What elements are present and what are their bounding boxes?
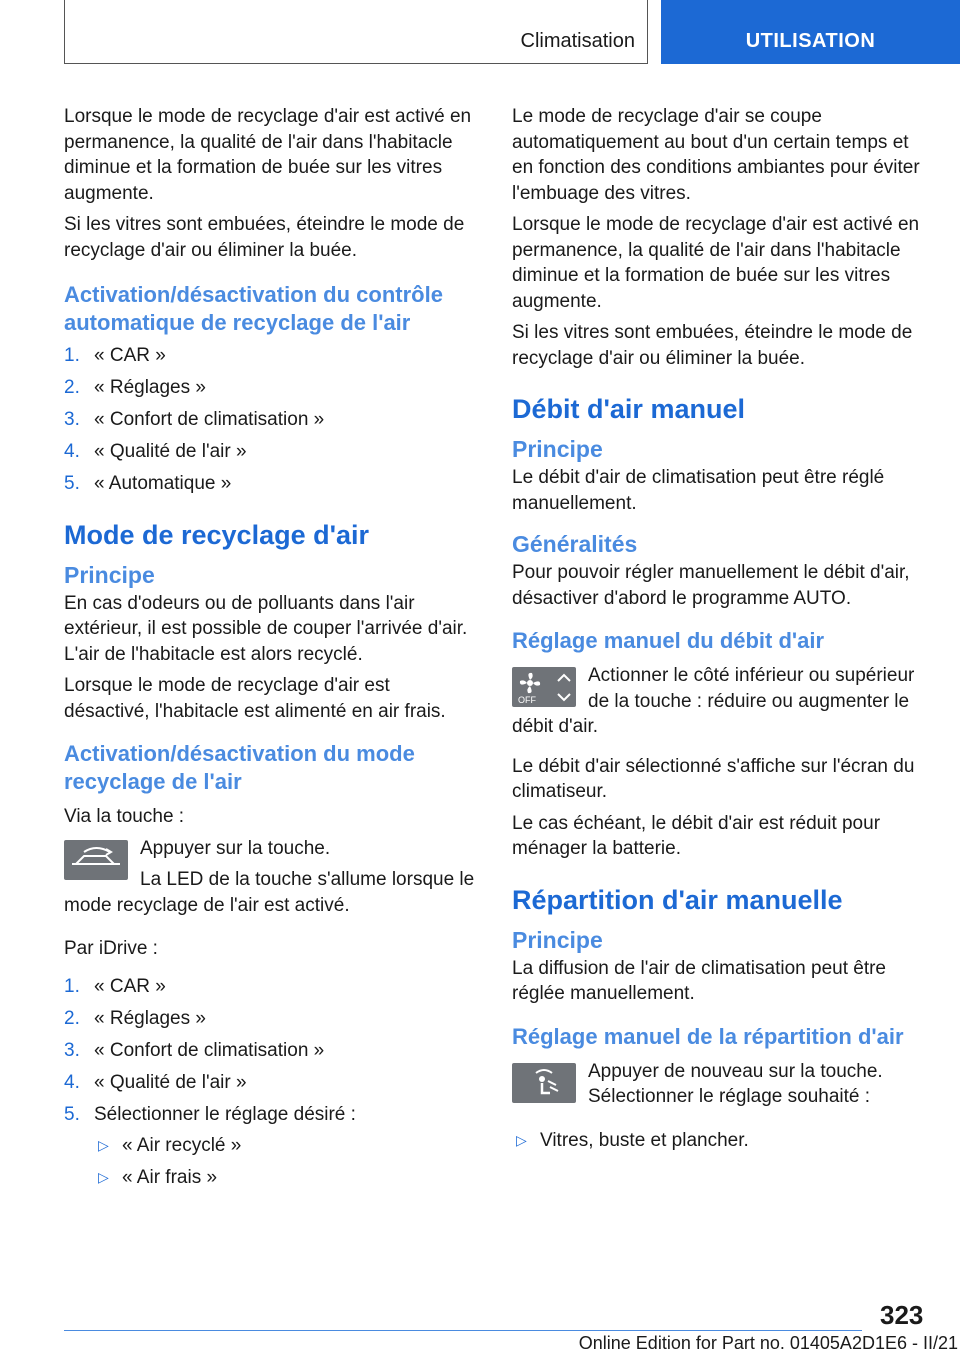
svg-text:OFF: OFF [518, 695, 536, 705]
button-instruction [512, 663, 928, 740]
paragraph: Si les vitres sont embuées, éteindre le mode de recyclage d'air ou éliminer la buée. [512, 322, 913, 369]
bullet-list [512, 1128, 928, 1154]
paragraph: Pour pouvoir régler manuellement le débit d'air, désactiver d'abord le programme AUTO. [512, 562, 910, 609]
paragraph: En cas d'odeurs ou de polluants dans l'air extérieur, il est possible de couper l'arrivée d'air. L'air de l'habitacle est alors recyclé. [64, 592, 468, 665]
list-item: 5. « Automatique » [64, 473, 232, 494]
air-distribution-icon [512, 1063, 576, 1103]
button-instruction [64, 836, 480, 919]
paragraph: Appuyer de nouveau sur la touche. Sélectionner le réglage souhaité : [588, 1060, 883, 1107]
sub-list [94, 1133, 480, 1191]
paragraph: Via la touche : [64, 806, 185, 827]
heading-manual-air-distribution: Répartition d'air manuelle [512, 884, 843, 915]
air-recirculation-icon [64, 840, 128, 880]
paragraph: Si les vitres sont embuées, éteindre le mode de recyclage d'air ou éliminer la buée. [64, 214, 465, 261]
page-number: 323 [880, 1300, 924, 1330]
paragraph: Appuyer sur la touche. [140, 837, 331, 859]
paragraph: Le cas échéant, le débit d'air est réduit pour ménager la batterie. [512, 812, 881, 859]
paragraph: Lorsque le mode de recyclage d'air est activé en permanence, la qualité de l'air dans l'habitacle diminue et la formation de buée sur les vitres augmente. [64, 106, 472, 204]
fan-off-icon [512, 667, 576, 707]
header-section-box [64, 0, 648, 64]
list-item: ▷ Vitres, buste et plancher. [516, 1129, 749, 1151]
list-item: 4. « Qualité de l'air » [64, 1071, 247, 1093]
list-item: 2. « Réglages » [64, 1007, 206, 1029]
paragraph: Le débit d'air sélectionné s'affiche sur l'écran du climatiseur. [512, 755, 915, 802]
right-column [512, 104, 928, 1160]
section-title: Climatisation [520, 30, 635, 52]
list-item: 1. « CAR » [64, 975, 166, 997]
heading-manual-distribution-setting: Réglage manuel de la répartition d'air [512, 1023, 904, 1049]
heading-auto-recirculation: Activation/désactivation du contrôle automatique de recyclage de l'air [64, 282, 443, 335]
chapter-tab-label: UTILISATION [745, 30, 876, 52]
list-item: 3. « Confort de climatisation » [64, 1039, 325, 1061]
left-column [64, 104, 480, 1197]
chapter-tab [661, 0, 960, 64]
button-instruction [512, 1059, 928, 1110]
heading-generalites: Généralités [512, 531, 638, 557]
paragraph: La diffusion de l'air de climatisation peut être réglée manuellement. [512, 957, 886, 1004]
list-item: 4. « Qualité de l'air » [64, 441, 247, 462]
list-item: 1. « CAR » [64, 345, 166, 366]
paragraph: Lorsque le mode de recyclage d'air est désactivé, l'habitacle est alimenté en air frais. [64, 675, 446, 722]
heading-activation-recirculation: Activation/désactivation du mode recyclage de l'air [64, 741, 415, 794]
heading-principe: Principe [64, 561, 155, 588]
list-item: 2. « Réglages » [64, 377, 206, 398]
footer-divider [64, 1330, 862, 1331]
paragraph: Par iDrive : [64, 938, 158, 959]
heading-principe: Principe [512, 436, 603, 462]
sub-list-item: ▷ « Air frais » [98, 1167, 218, 1188]
sub-list-item: ▷ « Air recyclé » [98, 1135, 242, 1156]
heading-principe: Principe [512, 926, 603, 953]
paragraph: La LED de la touche s'allume lorsque le mode recyclage de l'air est activé. [64, 869, 475, 916]
footer-edition: Online Edition for Part no. 01405A2D1E6 - II/21 [578, 1333, 958, 1353]
list-item: 5. Sélectionner le réglage désiré : ▷ « Air recyclé » ▷ « Air frais » [64, 1102, 480, 1191]
numbered-list-idrive [64, 974, 480, 1191]
heading-manual-airflow: Débit d'air manuel [512, 394, 745, 424]
heading-manual-airflow-setting: Réglage manuel du débit d'air [512, 628, 825, 653]
paragraph: Lorsque le mode de recyclage d'air est activé en permanence, la qualité de l'air dans l'habitacle diminue et la formation de buée sur les vitres augmente. [512, 214, 920, 312]
heading-recirculation-mode: Mode de recyclage d'air [64, 519, 370, 550]
paragraph: Actionner le côté inférieur ou supérieur de la touche : réduire ou augmenter le débit d'air. [512, 665, 915, 737]
paragraph: Le mode de recyclage d'air se coupe automatiquement au bout d'un certain temps et en fonction des conditions ambiantes pour éviter l'embuage des vitres. [512, 106, 920, 204]
list-item: 3. « Confort de climatisation » [64, 409, 325, 430]
paragraph: Le débit d'air de climatisation peut être réglé manuellement. [512, 467, 885, 514]
numbered-list-auto [64, 343, 480, 497]
